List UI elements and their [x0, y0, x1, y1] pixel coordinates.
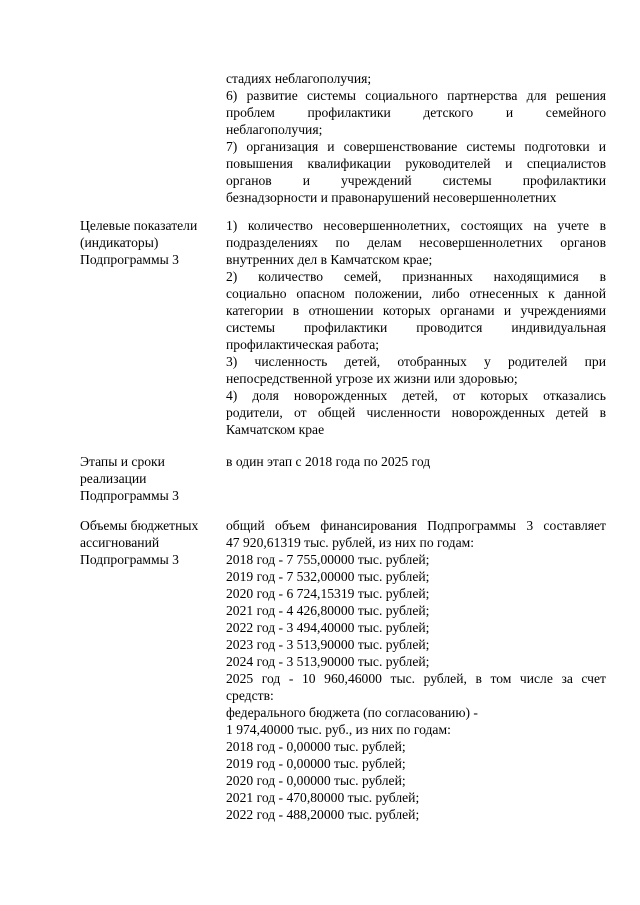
text-line: 2025 год - 10 960,46000 тыс. рублей, в том числе за счет	[226, 671, 606, 686]
text-line: 47 920,61319 тыс. рублей, из них по годам:	[226, 535, 474, 550]
text-line: стадиях неблагополучия;	[226, 71, 372, 86]
text-line: профилактическая работа;	[226, 337, 380, 352]
text-line: 2022 год - 488,20000 тыс. рублей;	[226, 807, 420, 822]
text-line: 1 974,40000 тыс. руб., из них по годам:	[226, 722, 451, 737]
section-label: ассигнований	[80, 535, 160, 550]
section-label: Целевые показатели	[80, 218, 198, 233]
text-line: безнадзорности и правонарушений несовершеннолетних	[226, 190, 557, 205]
text-line: 2018 год - 7 755,00000 тыс. рублей;	[226, 552, 430, 567]
text-line: 2020 год - 0,00000 тыс. рублей;	[226, 773, 406, 788]
text-line: Камчатском крае	[226, 422, 325, 437]
text-line: в один этап с 2018 года по 2025 год	[226, 454, 431, 469]
section-label: Этапы и сроки	[80, 454, 165, 469]
text-line: 2020 год - 6 724,15319 тыс. рублей;	[226, 586, 430, 601]
text-line: 2019 год - 7 532,00000 тыс. рублей;	[226, 569, 430, 584]
text-line: внутренних дел в Камчатском крае;	[226, 252, 433, 267]
section-label: Подпрограммы 3	[80, 488, 179, 503]
text-line: 7) организация и совершенствование системы подготовки и	[226, 139, 606, 154]
text-line: непосредственной угрозе их жизни или здоровью;	[226, 371, 518, 386]
text-line: общий объем финансирования Подпрограммы 3 составляет	[226, 518, 606, 533]
text-line: родители, от общей численности новорожденных детей в	[226, 405, 606, 420]
text-line: 2023 год - 3 513,90000 тыс. рублей;	[226, 637, 430, 652]
text-line: 2024 год - 3 513,90000 тыс. рублей;	[226, 654, 430, 669]
text-line: проблем профилактики детского и семейного	[226, 105, 606, 120]
text-line: 2021 год - 4 426,80000 тыс. рублей;	[226, 603, 430, 618]
text-line: 2019 год - 0,00000 тыс. рублей;	[226, 756, 406, 771]
section-label: реализации	[80, 471, 147, 486]
text-line: 3) численность детей, отобранных у родителей при	[226, 354, 606, 369]
text-line: 6) развитие системы социального партнерства для решения	[226, 88, 606, 103]
text-line: социально опасном положении, либо отнесенных к данной	[226, 286, 606, 301]
section-label: (индикаторы)	[80, 235, 159, 250]
text-line: категории в отношении которых органами и учреждениями	[226, 303, 606, 318]
text-line: 2) количество семей, признанных находящимися в	[226, 269, 606, 284]
text-line: федерального бюджета (по согласованию) -	[226, 705, 478, 720]
text-line: системы профилактики проводится индивидуальная	[226, 320, 606, 335]
text-line: повышения квалификации руководителей и специалистов	[226, 156, 606, 171]
text-line: 1) количество несовершеннолетних, состоящих на учете в	[226, 218, 606, 233]
section-label: Объемы бюджетных	[80, 518, 199, 533]
section-label: Подпрограммы 3	[80, 252, 179, 267]
text-line: 2018 год - 0,00000 тыс. рублей;	[226, 739, 406, 754]
text-line: 2021 год - 470,80000 тыс. рублей;	[226, 790, 420, 805]
text-line: неблагополучия;	[226, 122, 323, 137]
text-line: подразделениях по делам несовершеннолетних органов	[226, 235, 606, 250]
text-line: органов и учреждений системы профилактики	[226, 173, 606, 188]
text-line: 4) доля новорожденных детей, от которых отказались	[226, 388, 606, 403]
section-label: Подпрограммы 3	[80, 552, 179, 567]
text-line: средств:	[226, 688, 274, 703]
text-line: 2022 год - 3 494,40000 тыс. рублей;	[226, 620, 430, 635]
